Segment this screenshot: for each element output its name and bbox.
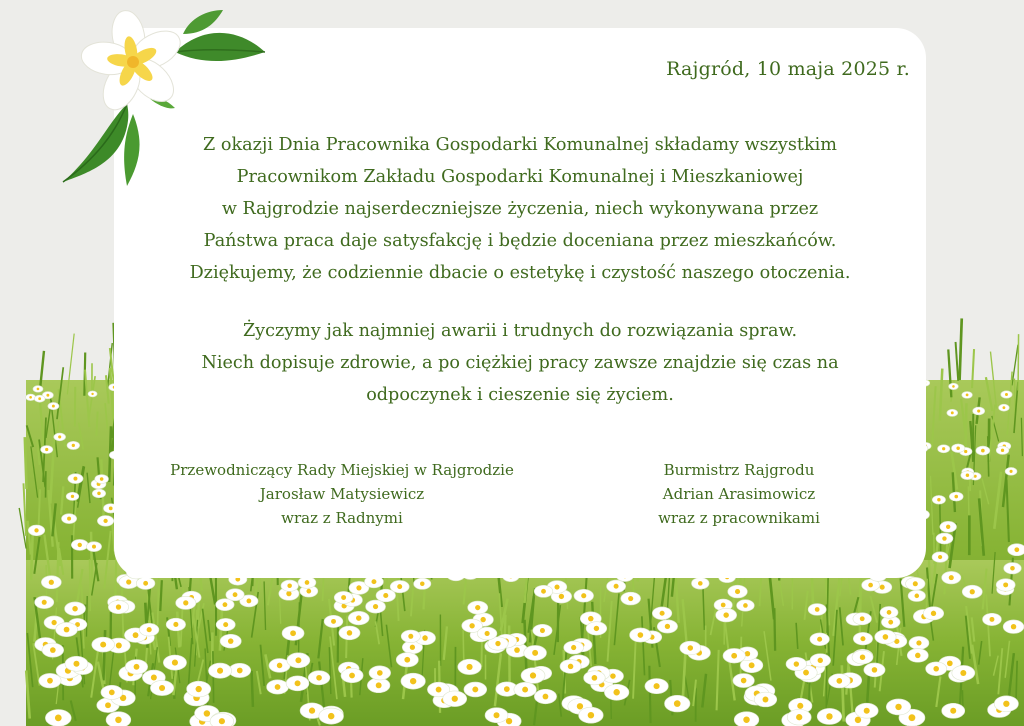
grass-blade xyxy=(956,342,959,381)
daisy-icon xyxy=(817,708,842,724)
signature-title: Burmistrz Rajgrodu xyxy=(663,461,815,479)
grass-blade xyxy=(827,578,828,633)
daisy-icon xyxy=(579,707,604,723)
daisy-icon xyxy=(267,680,289,694)
daisy-icon xyxy=(210,713,234,726)
daisy-icon xyxy=(308,671,330,685)
daisy-icon xyxy=(443,691,467,707)
daisy-icon xyxy=(657,620,677,633)
daisy-icon xyxy=(229,663,251,677)
daisy-icon xyxy=(574,589,594,602)
daisy-icon xyxy=(534,585,553,597)
daisy-icon xyxy=(909,636,929,649)
daisy-icon xyxy=(787,709,811,725)
daisy-icon xyxy=(534,689,556,704)
daisy-icon xyxy=(734,712,759,726)
wishes-line: odpoczynek i cieszenie się życiem. xyxy=(366,385,674,405)
grass-blade xyxy=(649,666,650,723)
daisy-icon xyxy=(962,585,982,598)
daisy-icon xyxy=(652,607,671,620)
daisy-icon xyxy=(34,395,45,402)
grass-blade xyxy=(252,671,253,707)
daisy-icon xyxy=(680,641,701,655)
daisy-icon xyxy=(996,579,1015,591)
daisy-icon xyxy=(852,650,873,664)
daisy-icon xyxy=(521,668,545,684)
grass-blade xyxy=(91,532,92,591)
daisy-icon xyxy=(41,446,53,454)
daisy-icon xyxy=(281,580,298,591)
greeting-line: Dziękujemy, że codziennie dbacie o estetykę i czystość naszego otoczenia. xyxy=(189,263,851,283)
daisy-icon xyxy=(56,622,78,636)
daisy-icon xyxy=(33,386,43,393)
grass-blade xyxy=(988,436,989,476)
daisy-icon xyxy=(932,495,945,504)
daisy-icon xyxy=(458,659,482,674)
daisy-icon xyxy=(923,607,943,620)
grass-blade xyxy=(160,580,162,611)
daisy-icon xyxy=(401,630,420,643)
daisy-icon xyxy=(485,708,508,723)
daisy-icon xyxy=(982,613,1001,625)
frangipani-flower-icon xyxy=(55,4,270,189)
daisy-icon xyxy=(645,678,668,693)
daisy-icon xyxy=(630,628,652,642)
daisy-icon xyxy=(908,590,925,601)
grass-blade xyxy=(24,483,27,536)
daisy-icon xyxy=(621,592,641,605)
daisy-icon xyxy=(48,402,59,409)
daisy-icon xyxy=(339,626,360,640)
daisy-icon xyxy=(716,608,737,622)
daisy-icon xyxy=(996,446,1009,454)
daisy-icon xyxy=(936,533,953,544)
daisy-icon xyxy=(187,681,211,697)
daisy-icon xyxy=(942,571,961,584)
wishes-line: Życzymy jak najmniej awarii i trudnych do rozwiązania spraw. xyxy=(242,321,798,341)
daisy-icon xyxy=(952,444,965,453)
daisy-icon xyxy=(584,671,606,685)
daisy-icon xyxy=(414,578,431,589)
daisy-icon xyxy=(737,600,755,612)
daisy-icon xyxy=(348,611,369,625)
signature-name: Adrian Arasimowicz xyxy=(662,485,816,503)
daisy-icon xyxy=(754,692,777,707)
daisy-icon xyxy=(88,391,97,397)
daisy-icon xyxy=(564,641,584,654)
daisy-icon xyxy=(810,633,829,646)
daisy-icon xyxy=(940,521,957,532)
daisy-icon xyxy=(728,585,748,598)
daisy-icon xyxy=(54,433,66,441)
daisy-icon xyxy=(607,580,626,592)
daisy-icon xyxy=(341,668,363,682)
daisy-icon xyxy=(723,648,745,663)
greeting-line: Pracownikom Zakładu Gospodarki Komunalnej i Mieszkaniowej xyxy=(236,167,804,187)
daisy-icon xyxy=(95,475,109,484)
daisy-icon xyxy=(926,662,947,676)
daisy-icon xyxy=(125,660,147,675)
daisy-icon xyxy=(1003,620,1024,634)
daisy-icon xyxy=(66,492,79,500)
daisy-icon xyxy=(68,474,83,484)
daisy-icon xyxy=(65,602,86,616)
daisy-icon xyxy=(853,613,872,625)
daisy-icon xyxy=(853,632,872,645)
daisy-icon xyxy=(524,645,547,660)
grass-blade xyxy=(96,412,97,436)
daisy-icon xyxy=(150,680,173,695)
daisy-icon xyxy=(976,446,990,455)
signature-name: Jarosław Matysiewicz xyxy=(259,485,425,503)
daisy-icon xyxy=(961,471,974,480)
daisy-icon xyxy=(786,657,807,670)
daisy-icon xyxy=(1008,544,1024,556)
daisy-icon xyxy=(26,394,36,401)
daisy-icon xyxy=(514,682,536,697)
daisy-icon xyxy=(226,589,244,601)
daisy-icon xyxy=(92,637,115,652)
daisy-icon xyxy=(45,709,71,726)
daisy-icon xyxy=(216,618,235,630)
daisy-icon xyxy=(468,601,488,614)
daisy-icon xyxy=(973,407,985,415)
grass-blade xyxy=(968,486,969,517)
daisy-icon xyxy=(136,577,155,589)
daisy-icon xyxy=(886,699,910,715)
daisy-icon xyxy=(994,696,1018,712)
daisy-icon xyxy=(62,514,77,524)
grass-blade xyxy=(86,596,87,637)
daisy-icon xyxy=(949,383,959,389)
daisy-icon xyxy=(665,695,690,712)
greeting-line: w Rajgrodzie najserdeczniejsze życzenia, niech wykonywana przez xyxy=(221,199,819,219)
daisy-icon xyxy=(369,666,391,680)
daisy-icon xyxy=(1005,467,1017,475)
daisy-icon xyxy=(220,634,241,648)
daisy-icon xyxy=(1001,391,1012,398)
signature-note: wraz z pracownikami xyxy=(658,509,820,527)
grass-blade xyxy=(960,318,962,380)
daisy-icon xyxy=(71,539,88,550)
daisy-icon xyxy=(390,580,409,592)
daisy-icon xyxy=(108,600,128,613)
daisy-icon xyxy=(855,703,878,718)
daisy-icon xyxy=(166,618,185,631)
daisy-icon xyxy=(875,630,896,644)
daisy-icon xyxy=(604,684,629,700)
daisy-icon xyxy=(97,516,113,527)
daisy-icon xyxy=(477,627,497,640)
daisy-icon xyxy=(298,577,316,589)
daisy-icon xyxy=(1004,563,1022,574)
daisy-icon xyxy=(938,445,950,453)
daisy-icon xyxy=(282,626,304,640)
daisy-icon xyxy=(864,663,885,677)
daisy-icon xyxy=(176,596,196,609)
daisy-icon xyxy=(287,653,310,668)
daisy-icon xyxy=(533,624,552,637)
daisy-icon xyxy=(92,489,105,498)
daisy-icon xyxy=(65,656,88,671)
daisy-icon xyxy=(28,525,44,536)
daisy-icon xyxy=(163,655,186,670)
signature-council-chairman xyxy=(142,458,542,530)
daisy-icon xyxy=(366,600,386,613)
daisy-icon xyxy=(952,665,975,680)
daisy-icon xyxy=(962,391,973,398)
daisy-icon xyxy=(396,653,418,667)
daisy-icon xyxy=(828,674,850,688)
daisy-icon xyxy=(39,673,61,688)
daisy-icon xyxy=(35,596,54,609)
daisy-icon xyxy=(907,649,928,663)
grass-blade xyxy=(25,437,27,489)
daisy-icon xyxy=(808,604,826,616)
daisy-icon xyxy=(208,663,231,678)
daisy-icon xyxy=(880,606,898,618)
daisy-icon xyxy=(691,578,709,590)
daisy-icon xyxy=(949,492,963,501)
daisy-icon xyxy=(334,591,353,603)
signature-note: wraz z Radnymi xyxy=(281,509,403,527)
daisy-icon xyxy=(319,708,344,724)
daisy-icon xyxy=(101,685,123,699)
daisy-icon xyxy=(932,552,948,563)
daisy-icon xyxy=(999,404,1010,411)
daisy-icon xyxy=(42,643,64,657)
date-line: Rajgród, 10 maja 2025 r. xyxy=(666,58,910,80)
daisy-icon xyxy=(906,577,925,590)
daisy-icon xyxy=(401,673,425,689)
daisy-icon xyxy=(947,409,958,416)
daisy-icon xyxy=(560,660,581,674)
daisy-icon xyxy=(942,703,965,718)
daisy-icon xyxy=(733,674,754,688)
greeting-line: Z okazji Dnia Pracownika Gospodarki Komunalnej składamy wszystkim xyxy=(203,135,837,155)
daisy-icon xyxy=(67,441,80,449)
signature-mayor xyxy=(584,458,894,530)
daisy-icon xyxy=(286,676,309,691)
daisy-icon xyxy=(86,542,101,552)
daisy-icon xyxy=(586,622,607,635)
daisy-icon xyxy=(139,623,158,636)
daisy-icon xyxy=(106,712,131,726)
daisy-icon xyxy=(464,682,487,697)
daisy-icon xyxy=(810,654,831,667)
daisy-icon xyxy=(324,615,343,627)
daisy-icon xyxy=(41,576,61,589)
greeting-line: Państwa praca daje satysfakcję i będzie doceniana przez mieszkańców. xyxy=(203,231,837,251)
signature-title: Przewodniczący Rady Miejskiej w Rajgrodzie xyxy=(170,461,514,479)
wishes-line: Niech dopisuje zdrowie, a po ciężkiej pracy zawsze znajdzie się czas na xyxy=(201,353,839,373)
